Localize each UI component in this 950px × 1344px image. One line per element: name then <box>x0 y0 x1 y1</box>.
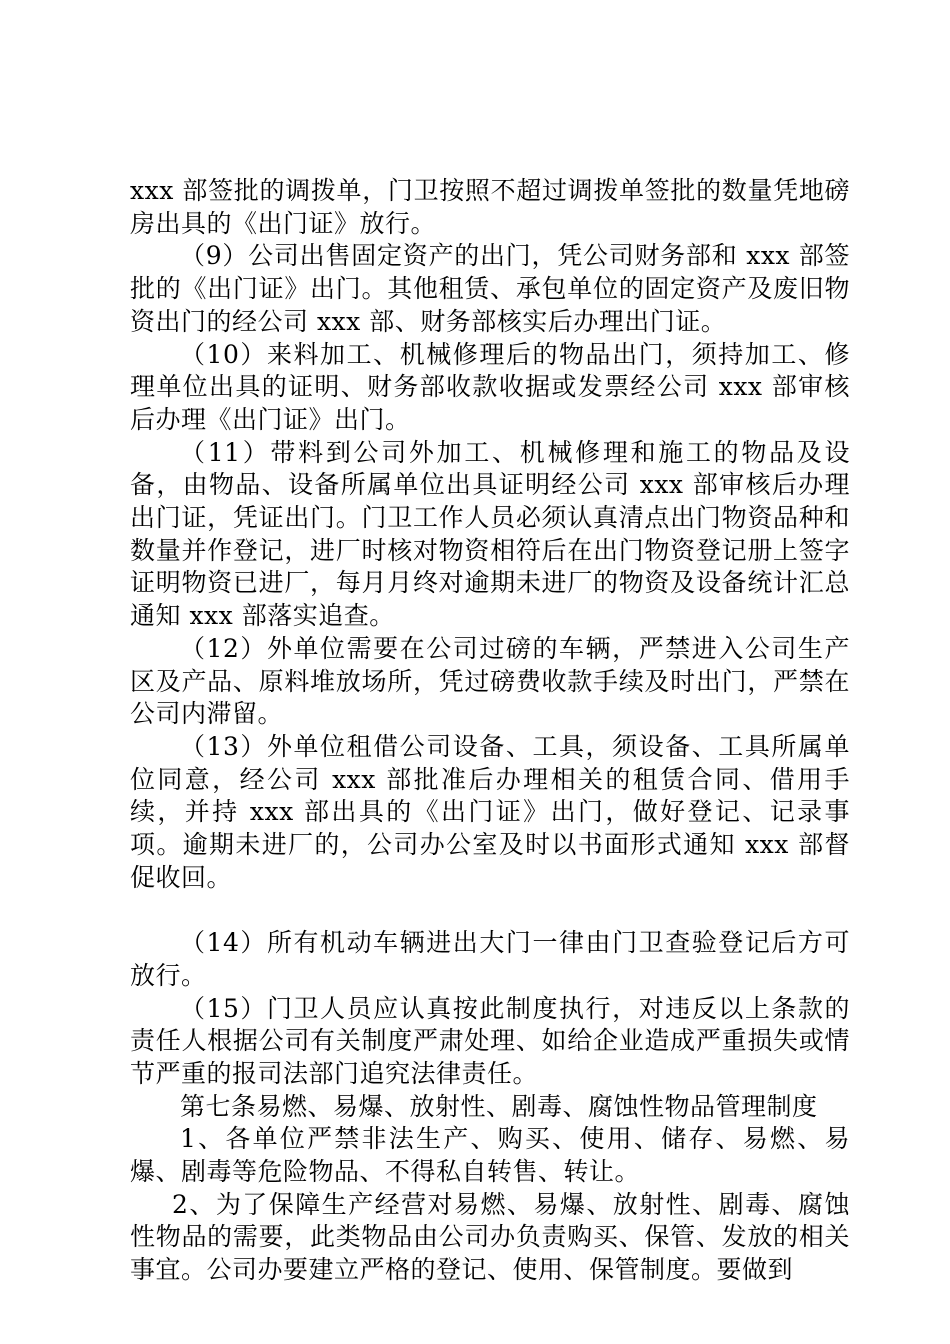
paragraph-rule-2: 2、为了保障生产经营对易燃、易爆、放射性、剧毒、腐蚀性物品的需要，此类物品由公司办负责购买、保管、发放的相关事宜。公司办要建立严格的登记、使用、保管制度。要做到 <box>130 1189 850 1285</box>
section-heading-article-7: 第七条易燃、易爆、放射性、剧毒、腐蚀性物品管理制度 <box>180 1091 818 1121</box>
paragraph-item-13: （13）外单位租借公司设备、工具，须设备、工具所属单位同意，经公司 xxx 部批准后办理相关的租赁合同、借用手续，并持 xxx 部出具的《出门证》出门，做好登记、记录事项。逾期未进厂的，公司办公室及时以书面形式通知 xxx 部督促收回。 <box>130 731 850 892</box>
paragraph-item-12: （12）外单位需要在公司过磅的车辆，严禁进入公司生产区及产品、原料堆放场所，凭过磅费收款手续及时出门，严禁在公司内滞留。 <box>130 633 850 729</box>
paragraph-item-9: （9）公司出售固定资产的出门，凭公司财务部和 xxx 部签批的《出门证》出门。其他租赁、承包单位的固定资产及废旧物资出门的经公司 xxx 部、财务部核实后办理出门证。 <box>130 241 850 336</box>
document-body <box>130 175 850 1287</box>
paragraph-item-11: （11）带料到公司外加工、机械修理和施工的物品及设备，由物品、设备所属单位出具证明经公司 xxx 部审核后办理出门证，凭证出门。门卫工作人员必须认真清点出门物资品种和数量并作登记，进厂时核对物资相符后在出门物资登记册上签字证明物资已进厂，每月月终对逾期未进厂的物资及设备统计汇总通知 xxx 部落实追查。 <box>130 437 850 631</box>
paragraph-continuation: xxx 部签批的调拨单，门卫按照不超过调拨单签批的数量凭地磅房出具的《出门证》放行。 <box>130 176 850 238</box>
paragraph-item-14: （14）所有机动车辆进出大门一律由门卫查验登记后方可放行。 <box>130 928 850 990</box>
paragraph-gap <box>130 894 850 927</box>
paragraph-item-15: （15）门卫人员应认真按此制度执行，对违反以上条款的责任人根据公司有关制度严肃处理、如给企业造成严重损失或情节严重的报司法部门追究法律责任。 <box>130 993 850 1088</box>
paragraph-item-10: （10）来料加工、机械修理后的物品出门，须持加工、修理单位出具的证明、财务部收款收据或发票经公司 xxx 部审核后办理《出门证》出门。 <box>130 339 850 434</box>
paragraph-rule-1: 1、各单位严禁非法生产、购买、使用、储存、易燃、易爆、剧毒等危险物品、不得私自转售、转让。 <box>130 1124 850 1187</box>
